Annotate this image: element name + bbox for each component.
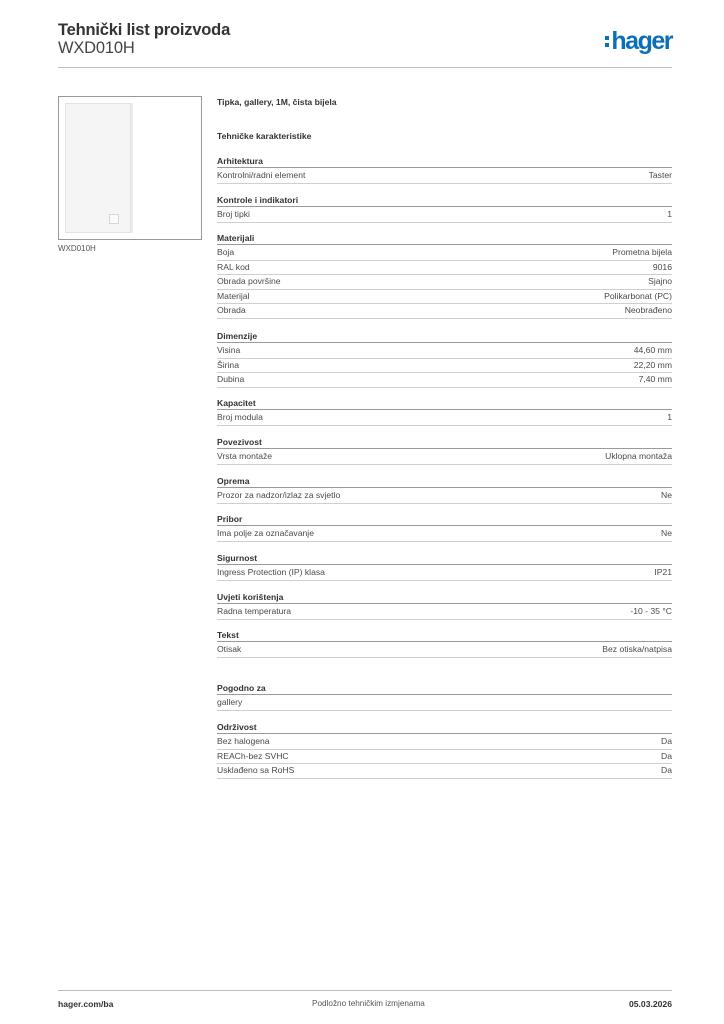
spec-row bbox=[217, 750, 672, 765]
spec-label: Dubina bbox=[217, 374, 245, 384]
spec-value: Da bbox=[661, 765, 672, 775]
spec-row bbox=[217, 527, 672, 542]
section-title: Pribor bbox=[217, 513, 672, 526]
spec-label: REACh-bez SVHC bbox=[217, 750, 289, 761]
spec-row bbox=[217, 169, 672, 184]
spec-row bbox=[217, 246, 672, 261]
product-code: WXD010H bbox=[58, 39, 135, 57]
spec-label: Materijal bbox=[217, 290, 250, 301]
spec-row bbox=[217, 359, 672, 374]
spec-value: 9016 bbox=[652, 261, 672, 272]
spec-heading: Tehničke karakteristike bbox=[217, 131, 312, 141]
section-title: Dimenzije bbox=[217, 330, 672, 343]
spec-label: Prozor za nadzor/izlaz za svjetlo bbox=[217, 490, 341, 500]
spec-row bbox=[217, 208, 672, 223]
section-title: Oprema bbox=[217, 475, 672, 488]
spec-value: Da bbox=[661, 736, 672, 746]
page-footer bbox=[58, 990, 672, 1020]
spec-value: 22,20 mm bbox=[633, 359, 672, 370]
spec-value: Uklopna montaža bbox=[605, 451, 672, 461]
spec-value: Ne bbox=[661, 490, 672, 500]
section-title: Uvjeti korištenja bbox=[217, 591, 672, 604]
hager-logo bbox=[605, 28, 672, 54]
document-title: Tehnički list proizvoda bbox=[58, 21, 231, 39]
switch-indicator-icon bbox=[109, 214, 119, 224]
spec-row bbox=[217, 566, 672, 581]
spec-value: Bez otiska/natpisa bbox=[602, 644, 672, 654]
footer-date: 05.03.2026 bbox=[628, 999, 672, 1009]
spec-row bbox=[217, 304, 672, 319]
spec-label: Usklađeno sa RoHS bbox=[217, 765, 295, 775]
spec-label: Ima polje za označavanje bbox=[217, 528, 314, 538]
spec-value: 1 bbox=[667, 209, 672, 219]
logo-text: hager bbox=[611, 26, 672, 55]
section-title: Kontrole i indikatori bbox=[217, 194, 672, 207]
spec-row bbox=[217, 373, 672, 388]
spec-row bbox=[217, 735, 672, 750]
spec-value: Prometna bijela bbox=[612, 247, 672, 257]
spec-label: Ingress Protection (IP) klasa bbox=[217, 567, 325, 577]
spec-label: Bez halogena bbox=[217, 736, 270, 746]
spec-value: -10 - 35 °C bbox=[630, 606, 672, 616]
spec-row bbox=[217, 489, 672, 504]
spec-row bbox=[217, 696, 672, 711]
spec-value: Polikarbonat (PC) bbox=[604, 290, 672, 301]
spec-label: Boja bbox=[217, 247, 235, 257]
spec-row bbox=[217, 275, 672, 290]
spec-value: IP21 bbox=[654, 567, 672, 577]
section-title: Tekst bbox=[217, 629, 672, 642]
spec-label: Radna temperatura bbox=[217, 606, 292, 616]
spec-row bbox=[217, 411, 672, 426]
spec-label: Visina bbox=[217, 345, 241, 355]
section-title: Povezivost bbox=[217, 436, 672, 449]
spec-value: 7,40 mm bbox=[638, 374, 672, 384]
section-title: Pogodno za bbox=[217, 682, 672, 695]
spec-row bbox=[217, 764, 672, 779]
spec-label: Širina bbox=[217, 359, 239, 370]
spec-value: Sjajno bbox=[648, 276, 672, 286]
switch-plate-graphic bbox=[65, 103, 131, 233]
spec-label: Vrsta montaže bbox=[217, 451, 273, 461]
spec-row bbox=[217, 450, 672, 465]
spec-value: Neobrađeno bbox=[624, 305, 672, 315]
spec-value: 44,60 mm bbox=[633, 345, 672, 355]
spec-label: Kontrolni/radni element bbox=[217, 170, 306, 180]
spec-row bbox=[217, 605, 672, 620]
switch-plate-edge bbox=[131, 103, 133, 233]
spec-value: Ne bbox=[661, 528, 672, 538]
logo-colon-icon bbox=[605, 36, 609, 47]
section-title: Materijali bbox=[217, 232, 672, 245]
spec-row bbox=[217, 643, 672, 658]
footer-website: hager.com/ba bbox=[58, 999, 114, 1009]
image-caption: WXD010H bbox=[58, 244, 96, 253]
section-title: Sigurnost bbox=[217, 552, 672, 565]
spec-row bbox=[217, 344, 672, 359]
spec-value: 1 bbox=[667, 412, 672, 422]
spec-label: gallery bbox=[217, 697, 243, 707]
footer-note: Podložno tehničkim izmjenama bbox=[312, 999, 425, 1008]
spec-value: Da bbox=[661, 750, 672, 761]
spec-row bbox=[217, 290, 672, 305]
product-name: Tipka, gallery, 1M, čista bijela bbox=[217, 97, 337, 107]
spec-label: Otisak bbox=[217, 644, 242, 654]
spec-label: Broj tipki bbox=[217, 209, 250, 219]
spec-value: Taster bbox=[648, 170, 672, 180]
spec-label: Obrada površine bbox=[217, 276, 281, 286]
section-title: Održivost bbox=[217, 721, 672, 734]
spec-label: Broj modula bbox=[217, 412, 263, 422]
section-title: Kapacitet bbox=[217, 397, 672, 410]
spec-label: Obrada bbox=[217, 305, 246, 315]
spec-label: RAL kod bbox=[217, 261, 250, 272]
product-image bbox=[58, 96, 202, 240]
page-header bbox=[58, 20, 672, 68]
section-title: Arhitektura bbox=[217, 155, 672, 168]
spec-row bbox=[217, 261, 672, 276]
